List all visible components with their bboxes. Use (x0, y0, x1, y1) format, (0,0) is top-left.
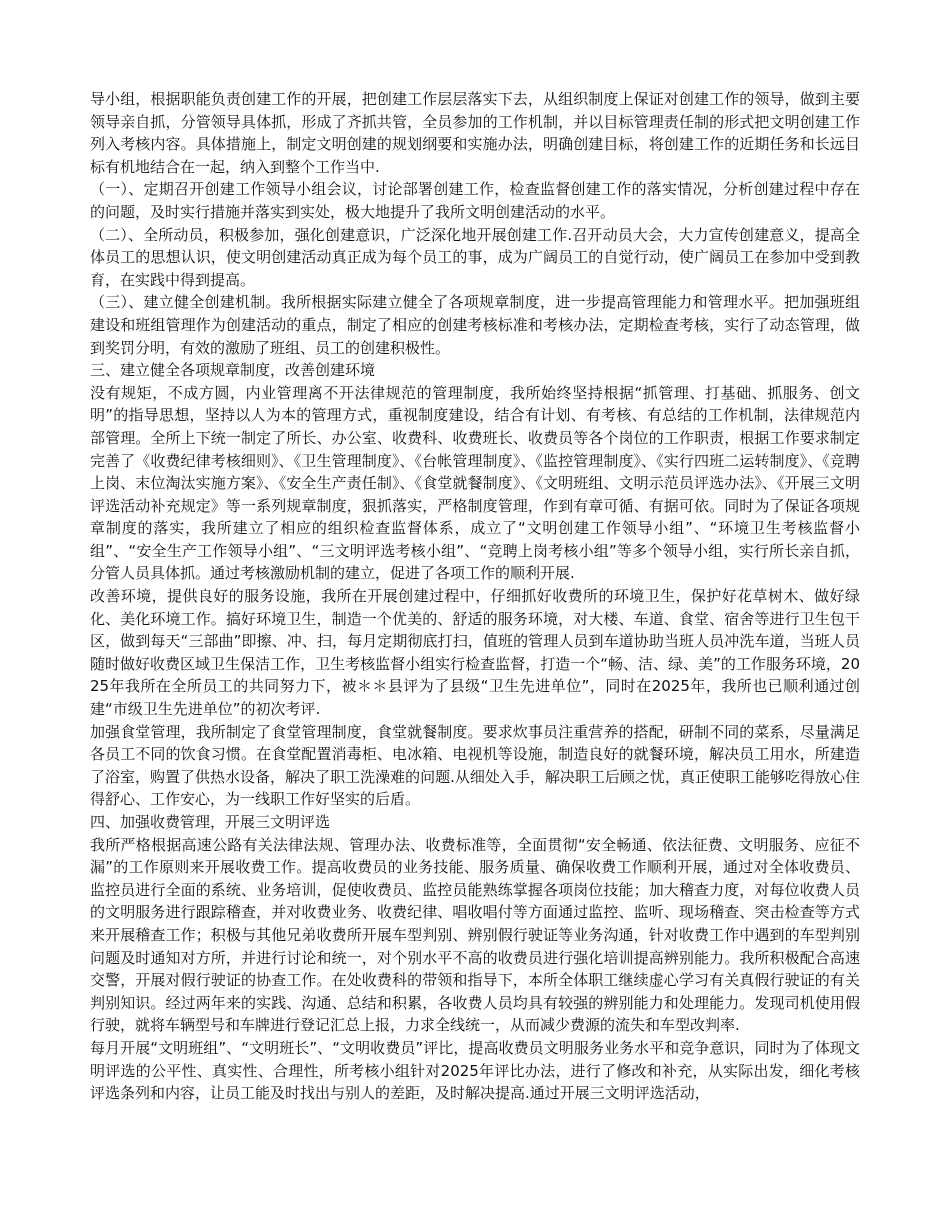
paragraph-toll-management: 我所严格根据高速公路有关法律法规、管理办法、收费标准等，全面贯彻“安全畅通、依法征费、文明服务、应征不漏”的工作原则来开展收费工作。提高收费员的业务技能、服务质量、确保收费工作顺利开展，通过对全体收费员、监控员进行全面的系统、业务培训，促使收费员、监控员能熟练掌握各项岗位技能；加大稽查力度，对每位收费人员的文明服务进行跟踪稽查，并对收费业务、收费纪律、唱收唱付等方面通过监控、监听、现场稽查、突击检查等方式来开展稽查工作；积极与其他兄弟收费所开展车型判别、辨别假行驶证等业务沟通，针对收费工作中遇到的车型判别问题及时通知对方所，并进行讨论和统一，对个别水平不高的收费员进行强化培训提高辨别能力。我所积极配合高速交警，开展对假行驶证的协查工作。在处收费科的带领和指导下，本所全体职工继续虚心学习有关真假行驶证的有关判别知识。经过两年来的实践、沟通、总结和积累，各收费人员均具有较强的辨别能力和处理能力。发现司机使用假行驶，就将车辆型号和车牌进行登记汇总上报，力求全线统一，从而减少费源的流失和车型改判率. (90, 835, 860, 1035)
paragraph-environment: 改善环境，提供良好的服务设施，我所在开展创建过程中，仔细抓好收费所的环境卫生，保护好花草树木、做好绿化、美化环境工作。搞好环境卫生，制造一个优美的、舒适的服务环境，对大楼、车道、食堂、宿舍等进行卫生包干区，做到每天“三部曲”即擦、冲、扫，每月定期彻底打扫，值班的管理人员到车道协助当班人员冲洗车道，当班人员随时做好收费区域卫生保洁工作，卫生考核监督小组实行检查监督，打造一个“畅、洁、绿、美”的工作服务环境，2025年我所在全所员工的共同努力下，被＊＊县评为了县级“卫生先进单位”，同时在2025年，我所也已顺利通过创建“市级卫生先进单位”的初次考评. (90, 587, 860, 719)
section-heading-4: 四、加强收费管理，开展三文明评选 (90, 813, 331, 831)
paragraph-rules-and-regulations: 没有规矩，不成方圆，内业管理离不开法律规范的管理制度，我所始终坚持根据“抓管理、打基础、抓服务、创文明”的指导思想，坚持以人为本的管理方式，重视制度建设，结合有计划、有考核、有总结的工作机制，法律规范内部管理。全所上下统一制定了所长、办公室、收费科、收费班长、收费员等各个岗位的工作职责，根据工作要求制定完善了《收费纪律考核细则》、《卫生管理制度》、《台帐管理制度》、《监控管理制度》、《实行四班二运转制度》、《竞聘上岗、末位淘汰实施方案》、《安全生产责任制》、《食堂就餐制度》、《文明班组、文明示范员评选办法》、《开展三文明评选活动补充规定》等一系列规章制度，狠抓落实，严格制度管理，作到有章可循、有据可依。同时为了保证各项规章制度的落实，我所建立了相应的组织检查监督体系，成立了“文明创建工作领导小组”、“环境卫生考核监督小组”、“安全生产工作领导小组”、“三文明评选考核小组”、“竞聘上岗考核小组”等多个领导小组，实行所长亲自抓，分管人员具体抓。通过考核激励机制的建立，促进了各项工作的顺利开展. (90, 383, 860, 583)
paragraph-item-1-meetings: （一）、定期召开创建工作领导小组会议，讨论部署创建工作，检查监督创建工作的落实情况，分析创建过程中存在的问题，及时实行措施并落实到实处，极大地提升了我所文明创建活动的水平。 (90, 180, 860, 221)
paragraph-canteen: 加强食堂管理，我所制定了食堂管理制度，食堂就餐制度。要求炊事员注重营养的搭配，研制不同的菜系，尽量满足各员工不同的饮食习惯。在食堂配置消毒柜、电冰箱、电视机等设施，制造良好的就餐环境，解决员工用水，所建造了浴室，购置了供热水设备，解决了职工洗澡难的问题.从细处入手，解决职工后顾之忧，真正使职工能够吃得放心住得舒心、工作安心，为一线职工作好坚实的后盾。 (90, 722, 860, 809)
paragraph-leadership-mechanism: 导小组，根据职能负责创建工作的开展，把创建工作层层落实下去，从组织制度上保证对创建工作的领导，做到主要领导亲自抓，分管领导具体抓，形成了齐抓共管，全员参加的工作机制，并以目标管理责任制的形式把文明创建工作列入考核内容。具体措施上，制定文明创建的规划纲要和实施办法，明确创建目标，将创建工作的近期任务和长远目标有机地结合在一起，纳入到整个工作当中. (90, 90, 860, 176)
paragraph-monthly-evaluation: 每月开展“文明班组”、“文明班长”、“文明收费员”评比，提高收费员文明服务业务水平和竞争意识，同时为了体现文明评选的公平性、真实性、合理性，所考核小组针对2025年评比办法，进行了修改和补充，从实际出发，细化考核评选条列和内容，让员工能及时找出与别人的差距，及时解决提高.通过开展三文明评选活动， (90, 1038, 860, 1103)
paragraph-item-3-mechanism: （三）、建立健全创建机制。我所根据实际建立健全了各项规章制度，进一步提高管理能力和管理水平。把加强班组建设和班组管理作为创建活动的重点，制定了相应的创建考核标准和考核办法，定期检查考核，实行了动态管理，做到奖罚分明，有效的激励了班组、员工的创建积极性。 (90, 293, 860, 357)
section-heading-3: 三、建立健全各项规章制度，改善创建环境 (90, 361, 376, 380)
paragraph-item-2-mobilization: （二）、全所动员，积极参加，强化创建意识，广泛深化地开展创建工作.召开动员大会，大力宣传创建意义，提高全体员工的思想认识，使文明创建活动真正成为每个员工的事，成为广阔员工的自觉行动，使广阔员工在参加中受到教育，在实践中得到提高。 (90, 225, 860, 289)
